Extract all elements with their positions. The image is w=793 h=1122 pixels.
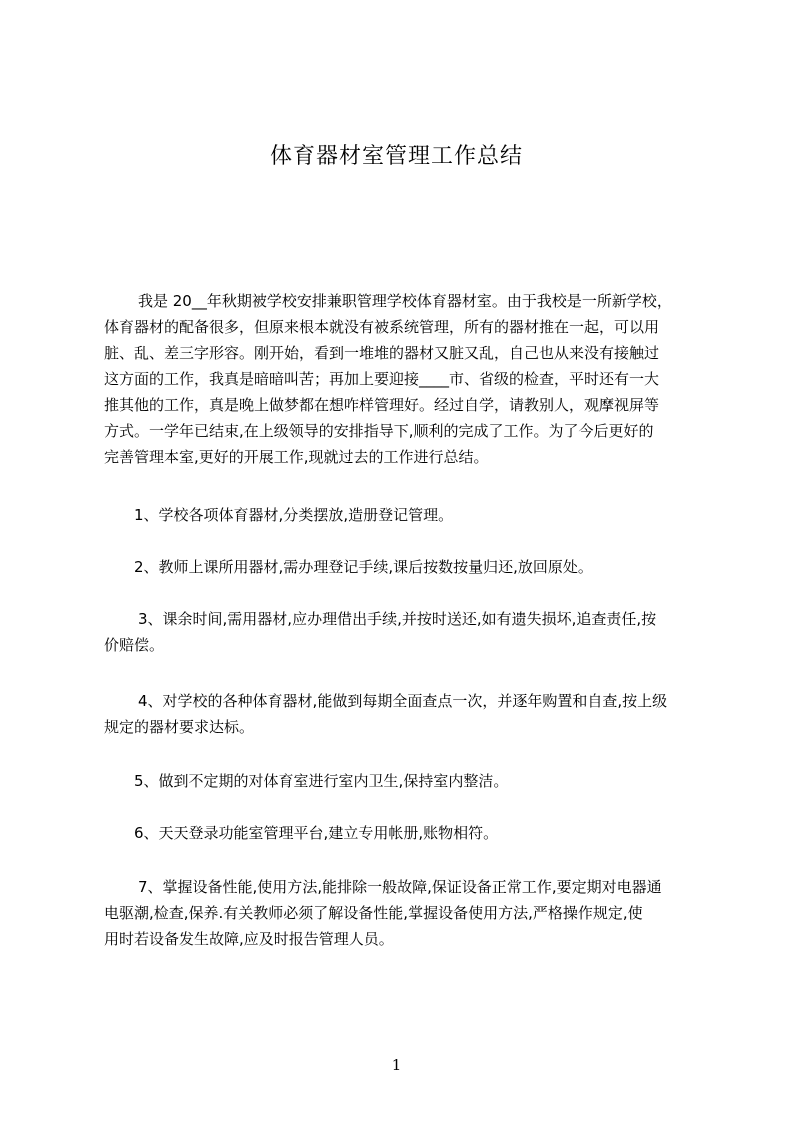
list-item-line: 用时若设备发生故障,应及时报告管理人员。	[104, 930, 394, 948]
list-item-line: 价赔偿。	[104, 636, 165, 654]
list-item-line: 1、学校各项体育器材,分类摆放,造册登记管理。	[134, 506, 454, 524]
list-item-line: 6、天天登录功能室管理平台,建立专用帐册,账物相符。	[134, 824, 499, 842]
list-item	[104, 502, 710, 528]
intro-line: 我是 20__年秋期被学校安排兼职管理学校体育器材室。由于我校是一所新学校，	[138, 292, 672, 310]
intro-paragraph	[104, 288, 704, 470]
list-item-line: 3、课余时间,需用器材,应办理借出手续,并按时送还,如有遗失损坏,追查责任,按	[138, 610, 657, 628]
list-item-line: 4、对学校的各种体育器材,能做到每期全面查点一次，并逐年购置和自查,按上级	[138, 692, 668, 710]
list-item-line: 规定的器材要求达标。	[104, 718, 255, 736]
list-item-line: 7、掌握设备性能,使用方法,能排除一般故障,保证设备正常工作,要定期对电器通	[138, 878, 662, 896]
list-item	[104, 874, 710, 952]
intro-line: 体育器材的配备很多，但原来根本就没有被系统管理，所有的器材推在一起，可以用	[104, 318, 660, 336]
page-number: 1	[391, 1056, 402, 1074]
page-title: 体育器材室管理工作总结	[269, 144, 523, 169]
intro-line: 脏、乱、差三字形容。刚开始，看到一堆堆的器材又脏又乱，自己也从来没有接触过	[104, 344, 660, 362]
list-item	[104, 606, 710, 658]
list-item	[104, 768, 710, 794]
list-item-line: 2、教师上课所用器材,需办理登记手续,课后按数按量归还,放回原处。	[134, 558, 593, 576]
intro-line: 推其他的工作，真是晚上做梦都在想咋样管理好。经过自学，请教别人，观摩视屏等	[104, 396, 660, 414]
intro-line: 这方面的工作，我真是暗暗叫苦；再加上要迎接____市、省级的检查，平时还有一大	[104, 370, 660, 388]
list-item	[104, 688, 710, 740]
list-item	[104, 820, 710, 846]
list-item	[104, 554, 710, 580]
intro-line: 完善管理本室,更好的开展工作,现就过去的工作进行总结。	[104, 448, 489, 466]
list-item-line: 电驱潮,检查,保养.有关教师必须了解设备性能,掌握设备使用方法,严格操作规定,使	[104, 904, 643, 922]
intro-line: 方式。一学年已结束,在上级领导的安排指导下,顺利的完成了工作。为了今后更好的	[104, 422, 654, 440]
list-item-line: 5、做到不定期的对体育室进行室内卫生,保持室内整洁。	[134, 772, 509, 790]
